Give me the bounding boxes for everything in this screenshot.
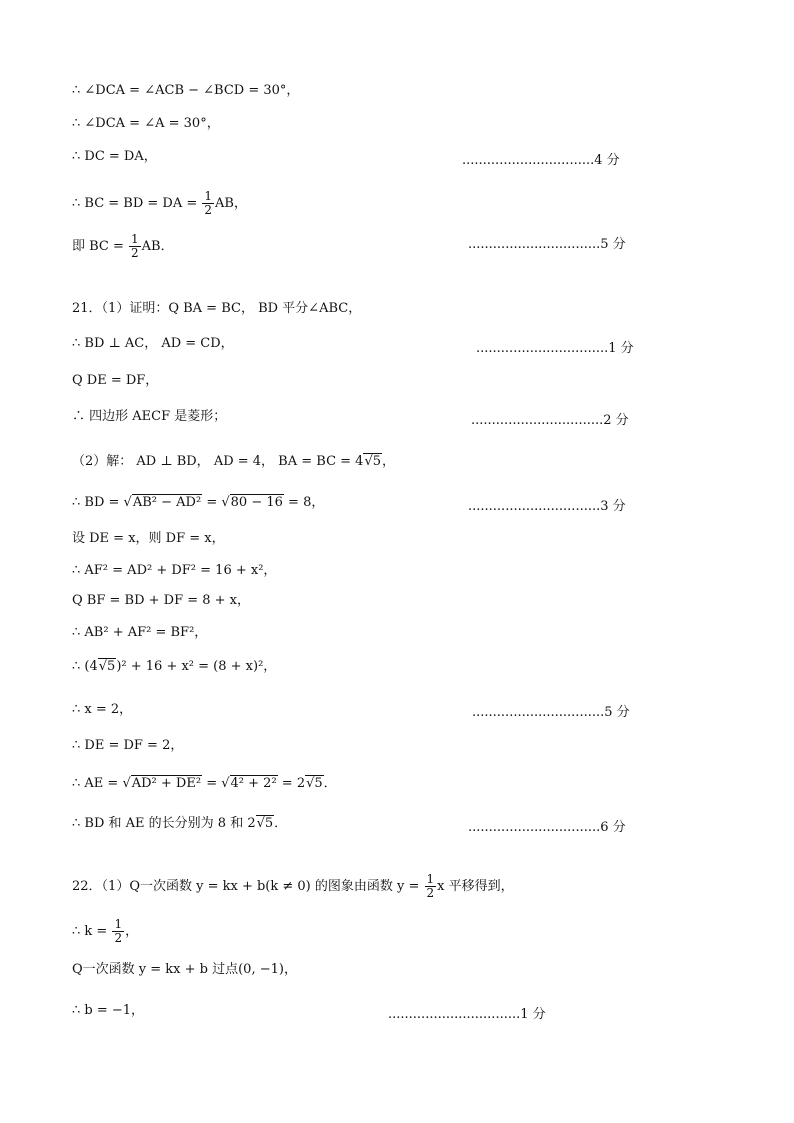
step-line: ∴ DC = DA， (72, 149, 157, 164)
score-mark: ................................2 分 (471, 413, 629, 428)
score-mark: ................................3 分 (468, 499, 626, 514)
fraction: $\frac{1}{2}$ (114, 917, 123, 945)
fraction: $\frac{1}{2}$ (204, 189, 213, 217)
step-line: ∴ b = −1， (72, 1003, 145, 1018)
step-line: Q BF = BD + DF = 8 + x， (72, 593, 251, 608)
step-line: ∴ BD 和 AE 的长分别为 8 和 2√5． (72, 816, 288, 831)
step-line: ∴ (4√5)² + 16 + x² = (8 + x)²， (72, 659, 277, 674)
question-heading: 21．（1）证明：Q BA = BC， BD 平分∠ABC， (72, 301, 362, 316)
fraction: $\frac{1}{2}$ (131, 232, 139, 260)
step-line: ∴ ∠DCA = ∠ACB − ∠BCD = 30°， (72, 83, 300, 98)
score-mark: ................................1 分 (388, 1007, 546, 1022)
step-line: ∴ ∠DCA = ∠A = 30°， (72, 116, 220, 131)
score-mark: ................................4 分 (462, 153, 620, 168)
step-line: ∴ BD = √AB² − AD² = √80 − 16 = 8， (72, 495, 325, 510)
step-line: ∴ AE = √AD² + DE² = √4² + 2² = 2√5． (72, 776, 337, 791)
step-line: 即 BC = $\frac{1}{2}$ AB． (72, 232, 174, 260)
step-line: ∴ BC = BD = DA = $\frac{1}{2}$ AB， (72, 189, 247, 217)
step-line: ∴ DE = DF = 2， (72, 738, 184, 753)
step-line: ∴ AB² + AF² = BF²， (72, 625, 208, 640)
question-heading: 22．（1）Q一次函数 y = kx + b(k ≠ 0) 的图象由函数 y = $\frac{1}{2}$ x 平移得到， (72, 872, 514, 900)
step-line: Q DE = DF， (72, 373, 159, 388)
step-line: ∴ AF² = AD² + DF² = 16 + x²， (72, 563, 277, 578)
step-line: （2）解： AD ⊥ BD， AD = 4， BA = BC = 4√5， (72, 454, 396, 469)
step-line: Q一次函数 y = kx + b 过点(0, −1)， (72, 962, 297, 977)
step-line: 设 DE = x，则 DF = x， (72, 531, 225, 546)
step-line: ∴ k = $\frac{1}{2}$ ， (72, 917, 139, 945)
score-mark: ................................5 分 (468, 237, 626, 252)
step-line: ∴ 四边形 AECF 是菱形； (72, 409, 227, 424)
score-mark: ................................6 分 (468, 820, 626, 835)
step-line: ∴ x = 2， (72, 702, 133, 717)
score-mark: ................................5 分 (472, 705, 630, 720)
step-line: ∴ BD ⊥ AC， AD = CD， (72, 336, 234, 351)
score-mark: ................................1 分 (476, 341, 634, 356)
fraction: $\frac{1}{2}$ (426, 872, 435, 900)
